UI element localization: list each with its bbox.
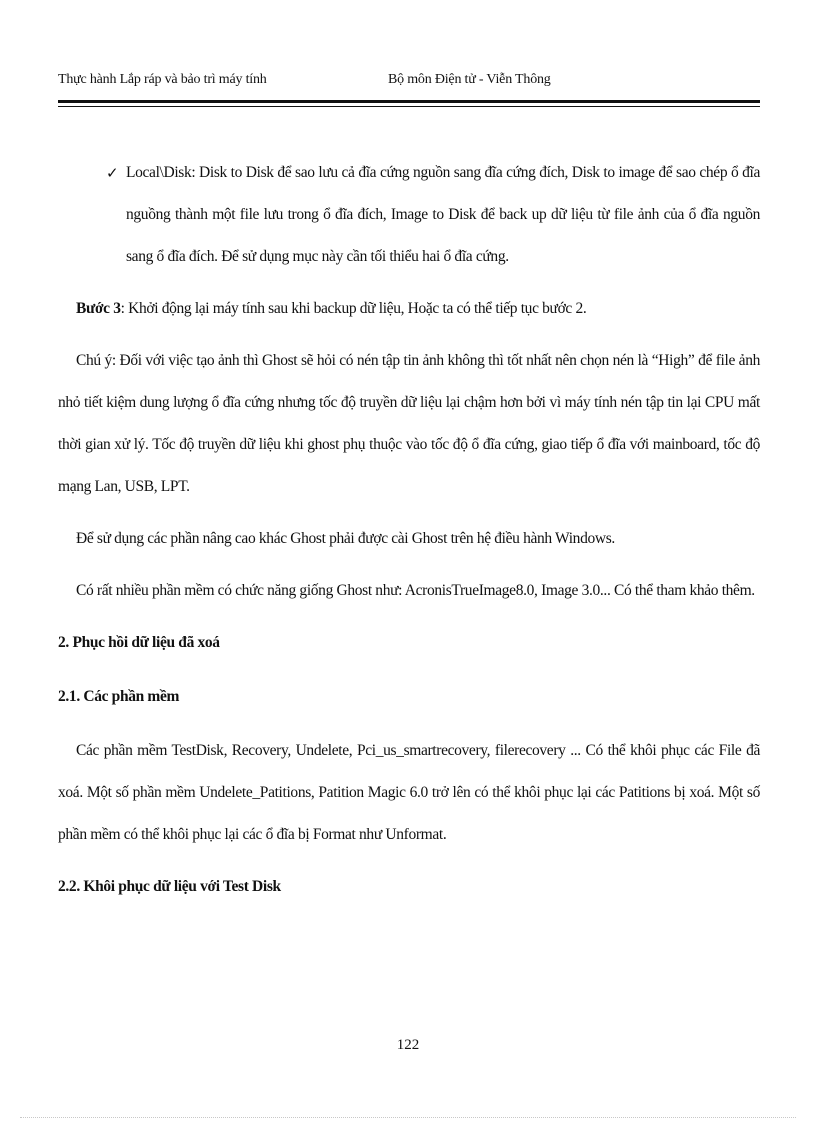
checkmark-icon: ✓	[106, 164, 119, 182]
step-3-label: Bước 3	[76, 300, 121, 317]
step-3-paragraph	[58, 288, 760, 330]
header-department: Bộ môn Điện tử - Viễn Thông	[388, 72, 551, 87]
header-course-title: Thực hành Lắp ráp và bảo trì máy tính	[58, 72, 267, 87]
section-heading-2-1: 2.1. Các phần mềm	[58, 688, 180, 705]
header-rule-thick	[58, 100, 760, 103]
section-heading-2: 2. Phục hồi dữ liệu đã xoá	[58, 634, 220, 651]
header-rule-thin	[58, 106, 760, 107]
section-heading-2-2: 2.2. Khôi phục dữ liệu với Test Disk	[58, 878, 281, 895]
bullet-local-disk	[58, 152, 760, 278]
advanced-paragraph: Để sử dụng các phần nâng cao khác Ghost phải được cài Ghost trên hệ điều hành Windows.	[76, 530, 615, 547]
page-number: 122	[396, 1037, 420, 1053]
page-body	[58, 152, 760, 920]
page-header	[58, 70, 758, 94]
software-paragraph: Các phần mềm TestDisk, Recovery, Undelete, Pci_us_smartrecovery, filerecovery ... Có thể khôi phục các File đã xoá. Một số phần mềm Undelete_Patitions, Patition Magic 6.0 trở lên có thể khôi phục lại các Patitions bị xoá. Một số phần mềm có thể khôi phục lại các ổ đĩa bị Format như Unformat.	[58, 742, 760, 843]
bullet-text: Local\Disk: Disk to Disk để sao lưu cả đĩa cứng nguồn sang đĩa cứng đích, Disk to image để sao chép ổ đĩa nguồng thành một file lưu trong ổ đĩa đích, Image to Disk để back up dữ liệu từ file ảnh của ổ đĩa nguồn sang ổ đĩa đích. Để sử dụng mục này cần tối thiểu hai ổ đĩa cứng.	[126, 164, 760, 265]
note-paragraph: Chú ý: Đối với việc tạo ảnh thì Ghost sẽ hỏi có nén tập tin ảnh không thì tốt nhất nên chọn nén là “High” để file ảnh nhỏ tiết kiệm dung lượng ổ đĩa cứng nhưng tốc độ truyền dữ liệu lại chậm hơn bởi vì máy tính nén tập tin lại CPU mất thời gian xử lý. Tốc độ truyền dữ liệu khi ghost phụ thuộc vào tốc độ ổ đĩa cứng, giao tiếp ổ đĩa với mainboard, tốc độ mạng Lan, USB, LPT.	[58, 352, 760, 495]
alternatives-paragraph: Có rất nhiều phần mềm có chức năng giống Ghost như: AcronisTrueImage8.0, Image 3.0... Có thể tham khảo thêm.	[76, 582, 755, 599]
page-bottom-divider	[20, 1117, 796, 1118]
step-3-text: : Khởi động lại máy tính sau khi backup dữ liệu, Hoặc ta có thể tiếp tục bước 2.	[120, 300, 587, 317]
